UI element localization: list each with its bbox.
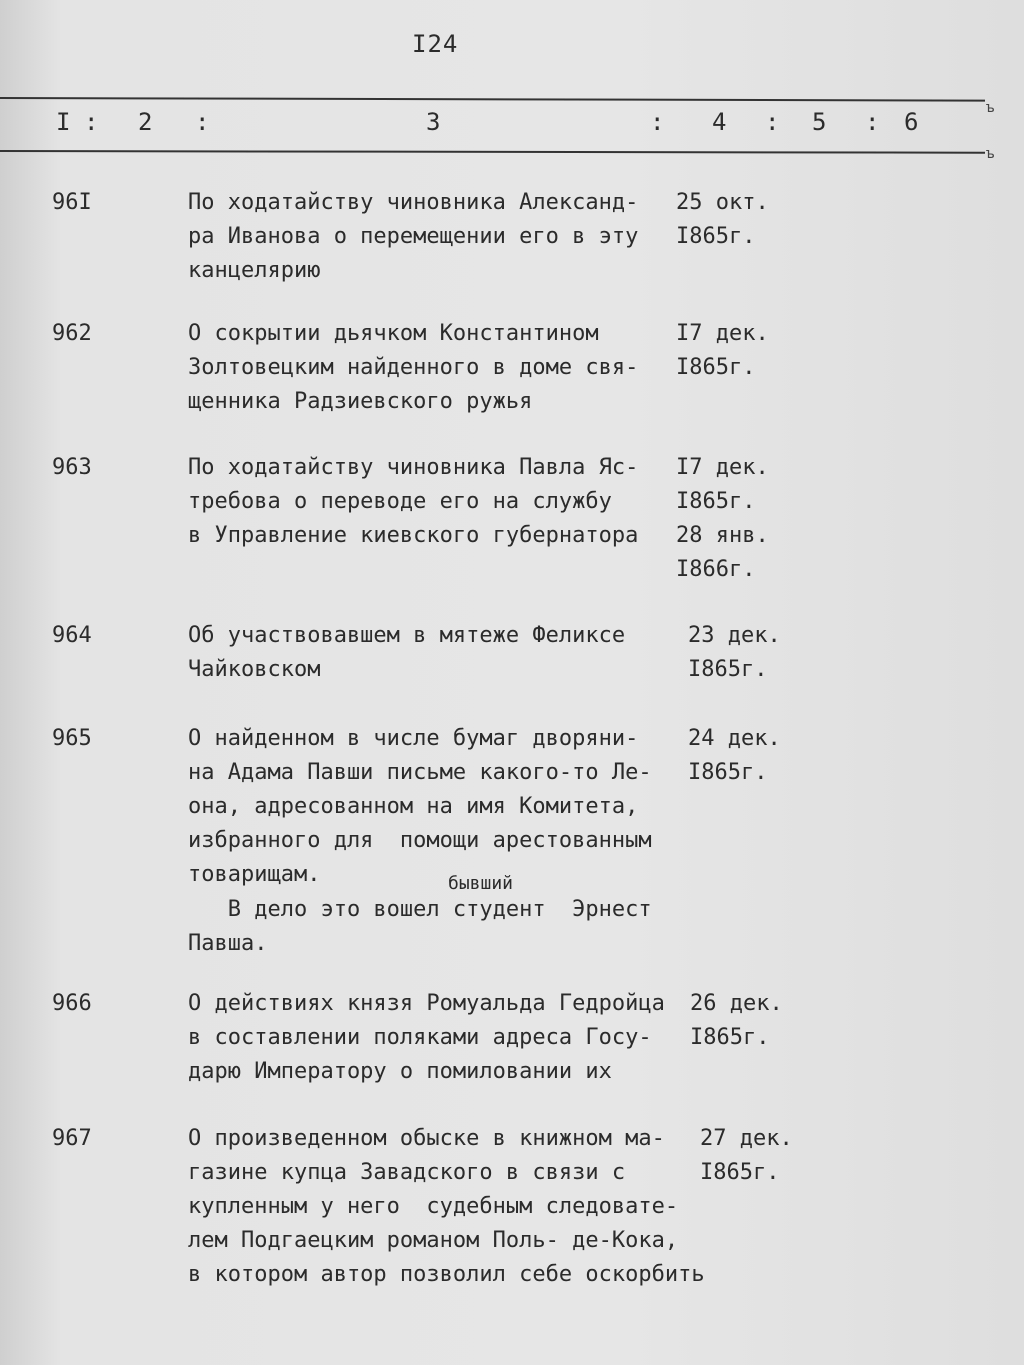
entry-number: 966	[52, 991, 92, 1016]
column-header-6: 6	[904, 108, 919, 136]
entry-description	[188, 1122, 705, 1292]
entry-description	[188, 987, 678, 1089]
date-line: I7 дек.	[676, 321, 769, 346]
date-line: 26 дек.	[690, 991, 783, 1016]
description-line: дарю Императору о помиловании их	[188, 1059, 612, 1084]
date-line: I865г.	[676, 489, 756, 514]
date-line: I866г.	[676, 557, 756, 582]
description-line: О сокрытии дьячком Константином	[188, 321, 599, 346]
note-line: Павша.	[188, 931, 268, 956]
date-line: 23 дек.	[688, 623, 781, 648]
description-line: лем Подгаецким романом Поль- де-Кока,	[188, 1228, 679, 1253]
description-line: канцелярию	[188, 258, 321, 283]
date-line: I865г.	[688, 760, 768, 785]
entry-number: 963	[52, 455, 92, 480]
description-line: требова о переводе его на службу	[188, 489, 612, 514]
description-line: она, адресованном на имя Комитета,	[188, 794, 639, 819]
date-line: I865г.	[676, 224, 756, 249]
entry-number: 96I	[52, 190, 92, 215]
column-separator: :	[865, 108, 880, 136]
entry-number: 964	[52, 623, 92, 648]
date-line: 25 окт.	[676, 190, 769, 215]
entry-description	[188, 451, 678, 553]
date-line: I7 дек.	[676, 455, 769, 480]
date-line: 27 дек.	[700, 1126, 793, 1151]
entry-number: 962	[52, 321, 92, 346]
column-separator: :	[195, 108, 210, 136]
description-line: По ходатайству чиновника Александ-	[188, 190, 639, 215]
description-line: в составлении поляками адреса Госу-	[188, 1025, 652, 1050]
header-bottom-rule	[0, 150, 985, 154]
note-line: В дело это вошел студент Эрнест	[188, 897, 652, 922]
description-line: ра Иванова о перемещении его в эту	[188, 224, 639, 249]
margin-mark: ъ	[986, 100, 995, 116]
description-line: О найденном в числе бумаг дворяни-	[188, 726, 639, 751]
date-line: I865г.	[690, 1025, 770, 1050]
column-separator: :	[84, 108, 99, 136]
description-line: По ходатайству чиновника Павла Яс-	[188, 455, 639, 480]
entry-date	[676, 317, 786, 385]
column-header-2: 2	[138, 108, 153, 136]
entry-description	[188, 619, 678, 687]
column-header-row	[0, 108, 1000, 144]
column-separator: :	[765, 108, 780, 136]
date-line: 28 янв.	[676, 523, 769, 548]
entry-965-note	[188, 893, 652, 961]
date-line: 24 дек.	[688, 726, 781, 751]
description-line: на Адама Павши письме какого-то Ле-	[188, 760, 652, 785]
inserted-word: бывший	[448, 873, 514, 894]
description-line: товарищам.	[188, 862, 321, 887]
entry-number: 965	[52, 726, 92, 751]
entry-description	[188, 722, 678, 892]
entry-date	[690, 987, 800, 1055]
description-line: газине купца Завадского в связи с	[188, 1160, 626, 1185]
entry-date	[688, 619, 798, 687]
description-line: О действиях князя Ромуальда Гедройца	[188, 991, 665, 1016]
column-header-5: 5	[812, 108, 827, 136]
column-header-1: I	[56, 108, 71, 136]
description-line: щенника Радзиевского ружья	[188, 389, 533, 414]
description-line: купленным у него судебным следовате-	[188, 1194, 679, 1219]
date-line: I865г.	[676, 355, 756, 380]
margin-mark: ъ	[986, 146, 995, 162]
header-top-rule	[0, 97, 985, 102]
description-line: избранного для помощи арестованным	[188, 828, 652, 853]
column-separator: :	[650, 108, 665, 136]
entry-description	[188, 186, 678, 288]
date-line: I865г.	[700, 1160, 780, 1185]
entry-date	[688, 722, 798, 790]
date-line: I865г.	[688, 657, 768, 682]
column-header-4: 4	[712, 108, 727, 136]
column-header-3: 3	[426, 108, 441, 136]
description-line: Чайковском	[188, 657, 321, 682]
description-line: Об участвовавшем в мятеже Феликсе	[188, 623, 626, 648]
page-number: I24	[412, 30, 459, 58]
entry-date	[676, 186, 786, 254]
description-line: О произведенном обыске в книжном ма-	[188, 1126, 665, 1151]
entry-number: 967	[52, 1126, 92, 1151]
entry-date	[700, 1122, 810, 1190]
description-line: в котором автор позволил себе оскорбить	[188, 1262, 705, 1287]
entry-date	[676, 451, 786, 587]
description-line: в Управление киевского губернатора	[188, 523, 639, 548]
entry-description	[188, 317, 678, 419]
description-line: Золтовецким найденного в доме свя-	[188, 355, 639, 380]
